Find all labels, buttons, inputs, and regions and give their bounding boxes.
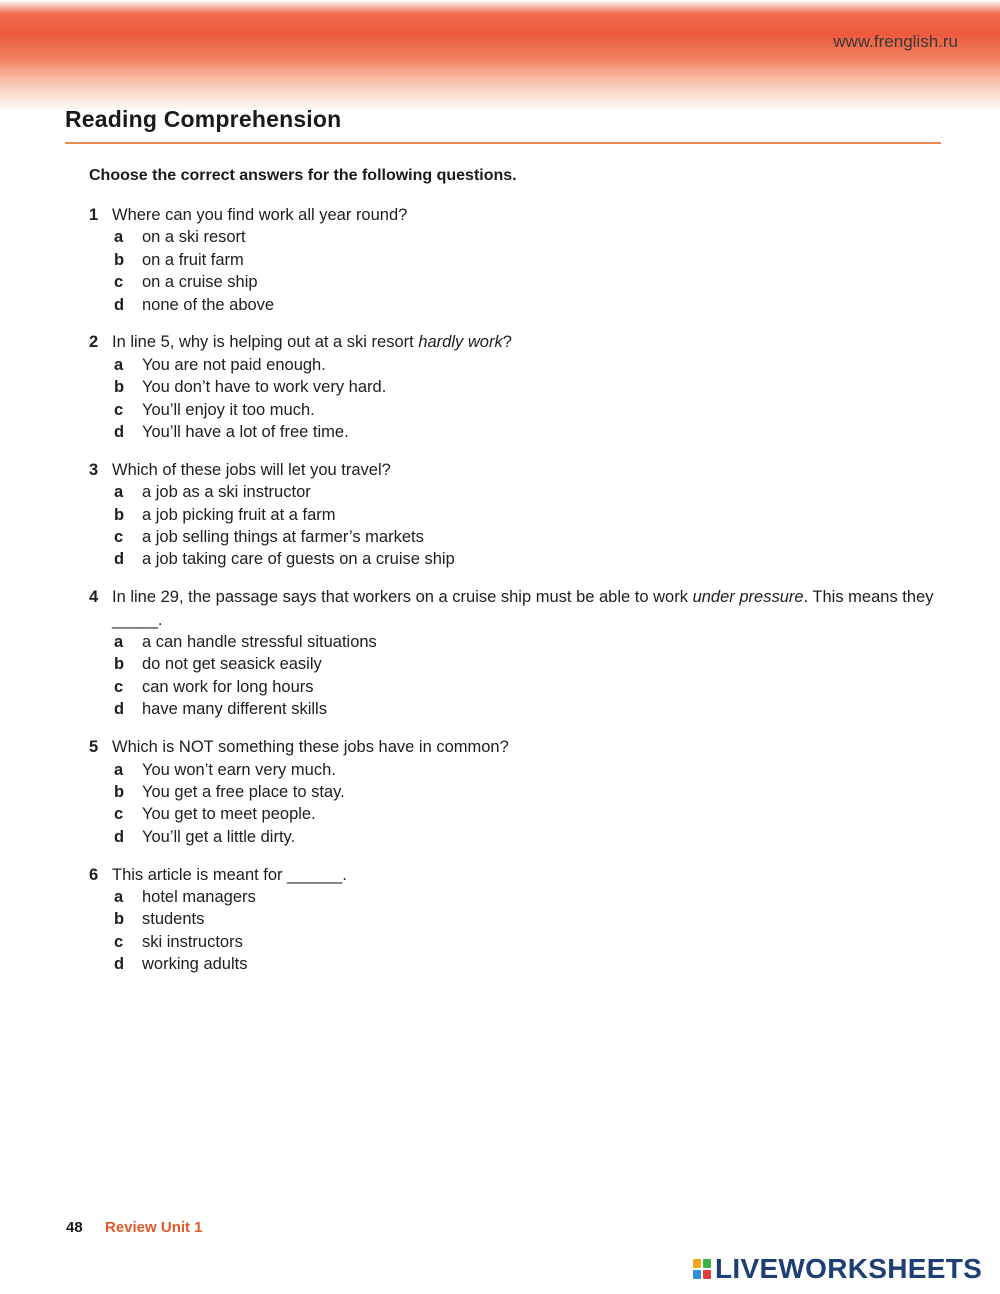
- answer-option[interactable]: [89, 399, 949, 421]
- page-number: 48: [66, 1219, 83, 1236]
- option-letter: d: [114, 423, 125, 442]
- option-text: a job selling things at farmer’s markets: [142, 528, 424, 547]
- answer-option[interactable]: [89, 354, 949, 376]
- answer-option[interactable]: [89, 421, 949, 443]
- option-letter: b: [114, 250, 125, 269]
- question: [89, 459, 949, 571]
- option-letter: c: [114, 400, 124, 419]
- question-number: 1: [89, 206, 99, 224]
- question-prompt: [89, 586, 949, 631]
- answer-option[interactable]: [89, 548, 949, 570]
- title-divider: [65, 142, 941, 144]
- question-number: 5: [89, 738, 99, 757]
- question: [89, 864, 949, 976]
- option-letter: a: [114, 760, 124, 779]
- answer-option[interactable]: [89, 526, 949, 548]
- option-letter: a: [114, 483, 124, 502]
- question: [89, 736, 949, 848]
- option-letter: a: [114, 887, 124, 906]
- option-text: have many different skills: [142, 700, 327, 719]
- answer-option[interactable]: [89, 931, 949, 953]
- question-number: 2: [89, 333, 99, 352]
- question-text-part: Where can you find work all year round?: [112, 206, 408, 224]
- answer-option[interactable]: [89, 759, 949, 781]
- option-letter: d: [114, 827, 125, 846]
- option-text: hotel managers: [142, 887, 256, 906]
- question: [89, 586, 949, 720]
- option-text: on a cruise ship: [142, 273, 258, 292]
- question-text-part: ?: [502, 333, 512, 352]
- option-letter: d: [114, 700, 125, 719]
- question: [89, 204, 949, 316]
- option-text: can work for long hours: [142, 677, 314, 696]
- option-text: working adults: [142, 955, 248, 974]
- question-text: [112, 586, 949, 631]
- question-prompt: [89, 331, 949, 353]
- question-text-part: . This means they _____.: [112, 588, 934, 629]
- option-text: You get a free place to stay.: [142, 782, 345, 801]
- header-band: [0, 0, 1000, 112]
- option-letter: d: [114, 550, 125, 569]
- logo-mark-icon: [693, 1259, 711, 1279]
- option-letter: c: [114, 932, 124, 951]
- answer-option[interactable]: [89, 631, 949, 653]
- option-text: You get to meet people.: [142, 805, 316, 824]
- answer-option[interactable]: [89, 481, 949, 503]
- option-text: You are not paid enough.: [142, 355, 326, 374]
- option-text: do not get seasick easily: [142, 655, 322, 674]
- logo-text: LIVEWORKSHEETS: [715, 1253, 983, 1284]
- answer-option[interactable]: [89, 271, 949, 293]
- option-letter: c: [114, 677, 124, 696]
- option-text: a job taking care of guests on a cruise ship: [142, 550, 455, 569]
- answer-option[interactable]: [89, 376, 949, 398]
- answer-option[interactable]: [89, 826, 949, 848]
- question-number: 4: [89, 588, 99, 607]
- question-text: [112, 331, 949, 353]
- answer-option[interactable]: [89, 698, 949, 720]
- question-number: 3: [89, 460, 99, 479]
- question-text: [112, 736, 949, 758]
- option-text: ski instructors: [142, 932, 243, 951]
- option-text: You won’t earn very much.: [142, 760, 336, 779]
- option-text: You’ll enjoy it too much.: [142, 400, 315, 419]
- option-letter: b: [114, 378, 125, 397]
- answer-option[interactable]: [89, 294, 949, 316]
- answer-option[interactable]: [89, 953, 949, 975]
- question-prompt: [89, 864, 949, 886]
- question-text: [112, 204, 949, 226]
- option-text: on a fruit farm: [142, 250, 244, 269]
- question-number: 6: [89, 865, 99, 884]
- question: [89, 331, 949, 443]
- question-text: [112, 459, 949, 481]
- instructions: Choose the correct answers for the following questions.: [89, 167, 517, 184]
- option-letter: b: [114, 782, 125, 801]
- liveworksheets-logo: [693, 1254, 982, 1284]
- option-letter: a: [114, 355, 124, 374]
- option-text: You’ll get a little dirty.: [142, 827, 296, 846]
- answer-option[interactable]: [89, 886, 949, 908]
- logo-mark-square: [693, 1270, 701, 1279]
- option-letter: c: [114, 805, 124, 824]
- logo-mark-square: [703, 1270, 711, 1279]
- answer-option[interactable]: [89, 803, 949, 825]
- option-letter: c: [114, 273, 124, 292]
- answer-option[interactable]: [89, 653, 949, 675]
- answer-option[interactable]: [89, 226, 949, 248]
- question-text-emphasis: hardly work: [418, 333, 503, 352]
- option-text: students: [142, 910, 205, 929]
- answer-option[interactable]: [89, 504, 949, 526]
- question-text-part: Which is NOT something these jobs have in common?: [112, 738, 509, 757]
- option-text: a job as a ski instructor: [142, 483, 311, 502]
- answer-option[interactable]: [89, 249, 949, 271]
- option-letter: a: [114, 633, 124, 652]
- option-letter: d: [114, 955, 125, 974]
- option-text: You don’t have to work very hard.: [142, 378, 387, 397]
- question-text-emphasis: under pressure: [692, 588, 804, 607]
- option-text: on a ski resort: [142, 228, 246, 247]
- question-prompt: [89, 736, 949, 758]
- question-text: [112, 864, 949, 886]
- answer-option[interactable]: [89, 908, 949, 930]
- logo-mark-square: [703, 1259, 711, 1268]
- section-label: Review Unit 1: [105, 1219, 203, 1236]
- option-text: You’ll have a lot of free time.: [142, 423, 349, 442]
- question-text-part: In line 5, why is helping out at a ski resort: [112, 333, 419, 352]
- question-text-part: In line 29, the passage says that workers on a cruise ship must be able to work: [112, 588, 693, 607]
- answer-option[interactable]: [89, 781, 949, 803]
- question-text-part: This article is meant for ______.: [112, 865, 347, 884]
- answer-option[interactable]: [89, 676, 949, 698]
- option-letter: d: [114, 295, 125, 314]
- option-letter: b: [114, 505, 125, 524]
- option-letter: b: [114, 910, 125, 929]
- option-text: none of the above: [142, 295, 275, 314]
- question-prompt: [89, 204, 949, 226]
- question-text-part: Which of these jobs will let you travel?: [112, 460, 391, 479]
- logo-mark-square: [693, 1259, 701, 1268]
- option-letter: b: [114, 655, 125, 674]
- option-letter: a: [114, 228, 124, 247]
- question-list: [89, 204, 949, 991]
- option-text: a can handle stressful situations: [142, 633, 377, 652]
- page-title: Reading Comprehension: [65, 106, 342, 132]
- option-text: a job picking fruit at a farm: [142, 505, 336, 524]
- question-prompt: [89, 459, 949, 481]
- option-letter: c: [114, 528, 124, 547]
- site-url: www.frenglish.ru: [833, 32, 958, 51]
